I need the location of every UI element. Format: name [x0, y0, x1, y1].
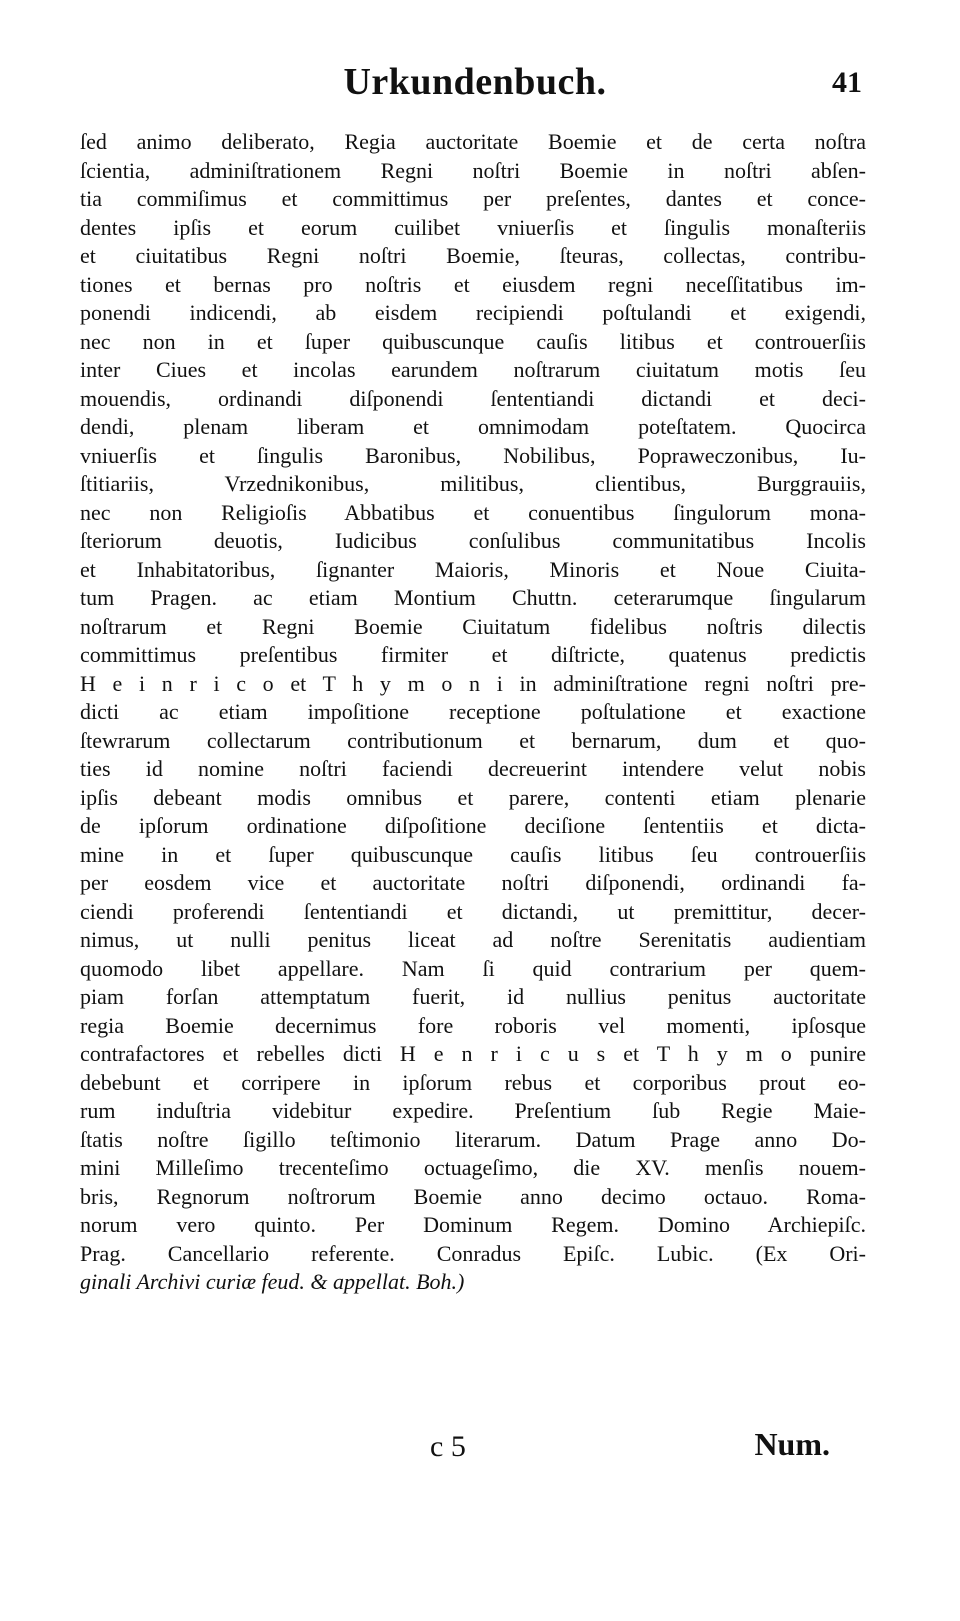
- text-line: ſcientia, adminiſtrationem Regni noſtri Boemie in noſtri abſen-: [80, 157, 866, 183]
- running-head: [80, 60, 870, 110]
- text-line: mouendis, ordinandi diſponendi ſententiandi dictandi et deci-: [80, 385, 866, 411]
- text-line: bris, Regnorum noſtrorum Boemie anno decimo octauo. Roma-: [80, 1183, 866, 1209]
- text-line: ſtewrarum collectarum contributionum et bernarum, dum et quo-: [80, 727, 866, 753]
- text-line: Prag. Cancellario referente. Conradus Epiſc. Lubic. (Ex Ori-: [80, 1240, 866, 1266]
- page-footer: [80, 1426, 830, 1480]
- text-line: nec non Religioſis Abbatibus et conuentibus ſingulorum mona-: [80, 499, 866, 525]
- text-line: ipſis debeant modis omnibus et parere, contenti etiam plenarie: [80, 784, 866, 810]
- text-line: et ciuitatibus Regni noſtri Boemie, ſteuras, collectas, contribu-: [80, 243, 866, 268]
- text-line: vniuerſis et ſingulis Baronibus, Nobilibus, Popraweczonibus, Iu-: [80, 442, 866, 468]
- running-title: Urkundenbuch.: [343, 61, 607, 103]
- text-line: mini Milleſimo trecenteſimo octuageſimo, die XV. menſis nouem-: [80, 1155, 866, 1180]
- text-line: tum Pragen. ac etiam Montium Chuttn. ceterarumque ſingularum: [80, 585, 866, 610]
- text-line: rum induſtria videbitur expedire. Preſentium ſub Regie Maie-: [80, 1098, 866, 1123]
- text-line: tiones et bernas pro noſtris et eiusdem regni neceſſitatibus im-: [80, 271, 866, 297]
- text-line: mine in et ſuper quibuscunque cauſis litibus ſeu controuerſiis: [80, 841, 866, 867]
- text-line: ſteriorum deuotis, Iudicibus conſulibus communitatibus Incolis: [80, 528, 866, 553]
- text-line: ginali Archivi curiæ feud. & appellat. Boh.): [80, 1269, 465, 1294]
- text-line: ciendi proferendi ſententiandi et dictandi, ut premittitur, decer-: [80, 898, 866, 924]
- text-line: et Inhabitatoribus, ſignanter Maioris, Minoris et Noue Ciuita-: [80, 556, 866, 582]
- text-line: ponendi indicendi, ab eisdem recipiendi poſtulandi et exigendi,: [80, 300, 866, 325]
- text-line: inter Ciues et incolas earundem noſtrarum ciuitatum motis ſeu: [80, 357, 866, 382]
- text-line: piam forſan attemptatum fuerit, id nullius penitus auctoritate: [80, 984, 866, 1009]
- page-number: 41: [832, 66, 862, 99]
- text-line: noſtrarum et Regni Boemie Ciuitatum fidelibus noſtris dilectis: [80, 613, 866, 639]
- text-line: nimus, ut nulli penitus liceat ad noſtre Serenitatis audientiam: [80, 927, 866, 952]
- catchword: Num.: [754, 1426, 830, 1462]
- text-line: ſed animo deliberato, Regia auctoritate Boemie et de certa noſtra: [80, 129, 866, 154]
- signature-mark: c 5: [430, 1430, 466, 1463]
- text-line: regia Boemie decernimus fore roboris vel momenti, ipſosque: [80, 1012, 866, 1038]
- text-line: ſtitiariis, Vrzednikonibus, militibus, clientibus, Burggrauiis,: [80, 471, 866, 496]
- text-line: committimus preſentibus firmiter et diſtricte, quatenus predictis: [80, 642, 866, 667]
- text-line: ties id nomine noſtri faciendi decreuerint intendere velut nobis: [80, 756, 866, 781]
- text-line: H e i n r i c o et T h y m o n i in adminiſtratione regni noſtri pre-: [80, 670, 866, 696]
- text-line: nec non in et ſuper quibuscunque cauſis litibus et controuerſiis: [80, 328, 866, 354]
- text-line: dendi, plenam liberam et omnimodam poteſtatem. Quocirca: [80, 414, 866, 439]
- text-line: de ipſorum ordinatione diſpoſitione deciſione ſententiis et dicta-: [80, 813, 866, 838]
- text-line: ſtatis noſtre ſigillo teſtimonio literarum. Datum Prage anno Do-: [80, 1126, 866, 1152]
- text-line: norum vero quinto. Per Dominum Regem. Domino Archiepiſc.: [80, 1212, 866, 1237]
- text-line: debebunt et corripere in ipſorum rebus et corporibus prout eo-: [80, 1069, 866, 1095]
- body-text: [80, 128, 866, 1297]
- text-line: contrafactores et rebelles dicti H e n r i c u s et T h y m o punire: [80, 1041, 866, 1066]
- text-line: quomodo libet appellare. Nam ſi quid contrarium per quem-: [80, 955, 866, 981]
- text-line: tia commiſimus et committimus per preſentes, dantes et conce-: [80, 186, 866, 211]
- text-line: dentes ipſis et eorum cuilibet vniuerſis et ſingulis monaſteriis: [80, 214, 866, 240]
- text-line: dicti ac etiam impoſitione receptione poſtulatione et exactione: [80, 699, 866, 724]
- text-line: per eosdem vice et auctoritate noſtri diſponendi, ordinandi fa-: [80, 870, 866, 895]
